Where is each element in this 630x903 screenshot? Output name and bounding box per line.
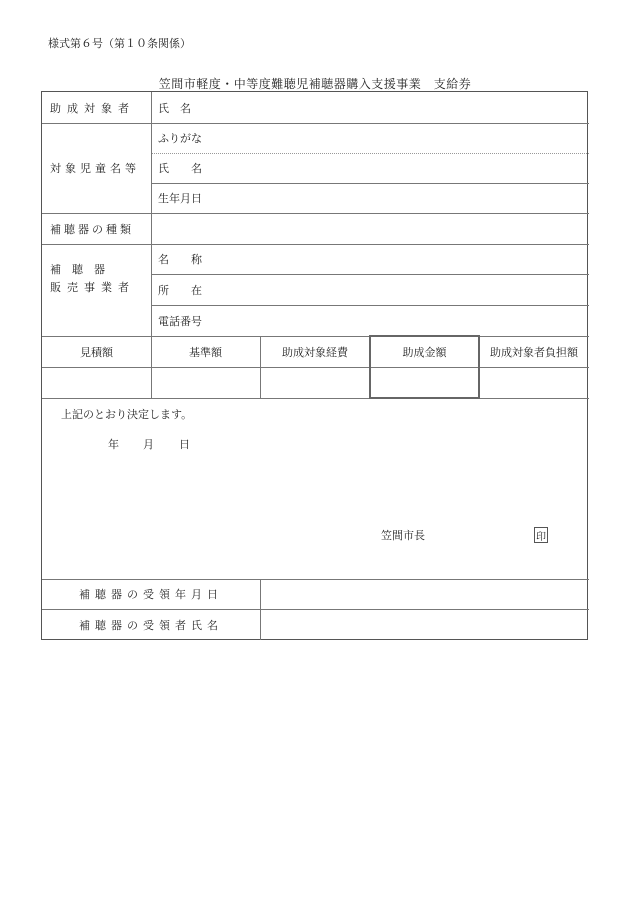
vendor-phone-label: 電話番号 — [158, 314, 202, 328]
child-furigana-label: ふりがな — [158, 132, 202, 145]
child-birthdate-field[interactable] — [242, 186, 582, 210]
estimate-header: 見積額 — [80, 345, 113, 359]
child-name-field[interactable] — [242, 156, 582, 180]
form-number: 様式第６号（第１０条関係） — [48, 37, 191, 50]
column-divider — [260, 579, 261, 640]
voucher-form — [41, 91, 588, 640]
estimate-field[interactable] — [45, 370, 148, 395]
eligible-cost-field[interactable] — [263, 370, 367, 395]
receipt-date-field[interactable] — [264, 582, 584, 606]
vendor-label-line2: 販売事業者 — [50, 281, 135, 294]
recipient-label — [50, 92, 144, 123]
standard-amount-field[interactable] — [154, 370, 257, 395]
recipient-name-field[interactable] — [242, 95, 582, 120]
row-divider — [151, 183, 589, 184]
receipt-date-label: 補聴器の受領年月日 — [79, 588, 223, 601]
row-divider — [42, 244, 589, 245]
child-name-label: 氏 名 — [158, 162, 202, 175]
hearing-aid-type-field[interactable] — [158, 216, 582, 241]
child-label: 対象児童名等 — [50, 162, 140, 175]
child-birthdate-label: 生年月日 — [158, 192, 202, 205]
recipient-name-label: 氏 名 — [158, 101, 191, 115]
row-divider — [151, 305, 589, 306]
hearing-aid-type-label: 補聴器の種類 — [50, 222, 134, 236]
child-furigana-field[interactable] — [242, 126, 582, 150]
decision-date-month: 月 — [143, 438, 154, 451]
grant-amount-header: 助成金額 — [402, 345, 447, 359]
seal-mark: 印 — [534, 527, 548, 543]
recipient-share-header: 助成対象者負担額 — [490, 345, 578, 359]
mayor-signature-label: 笠間市長 — [381, 529, 425, 542]
decision-date-year: 年 — [108, 438, 119, 451]
decision-date-day: 日 — [179, 438, 190, 451]
row-divider — [42, 367, 589, 368]
recipient-label-text: 助成対象者 — [50, 101, 135, 115]
vendor-name-field[interactable] — [242, 247, 582, 271]
row-divider — [151, 153, 589, 154]
row-divider — [42, 398, 589, 399]
standard-amount-header: 基準額 — [189, 345, 222, 359]
document-title: 笠間市軽度・中等度難聴児補聴器購入支援事業 支給券 — [158, 77, 472, 91]
recipient-share-field[interactable] — [482, 370, 586, 395]
vendor-address-field[interactable] — [242, 277, 582, 302]
vendor-address-label: 所 在 — [158, 283, 202, 297]
receiver-name-label: 補聴器の受領者氏名 — [79, 618, 223, 632]
decision-statement: 上記のとおり決定します。 — [61, 408, 193, 421]
grant-amount-field[interactable] — [373, 370, 476, 395]
eligible-cost-header: 助成対象経費 — [282, 345, 348, 359]
vendor-name-label: 名 称 — [158, 253, 202, 266]
vendor-label-line1: 補 聴 器 — [50, 263, 105, 276]
row-divider — [151, 274, 589, 275]
receiver-name-field[interactable] — [264, 612, 584, 637]
vendor-phone-field[interactable] — [242, 308, 582, 333]
